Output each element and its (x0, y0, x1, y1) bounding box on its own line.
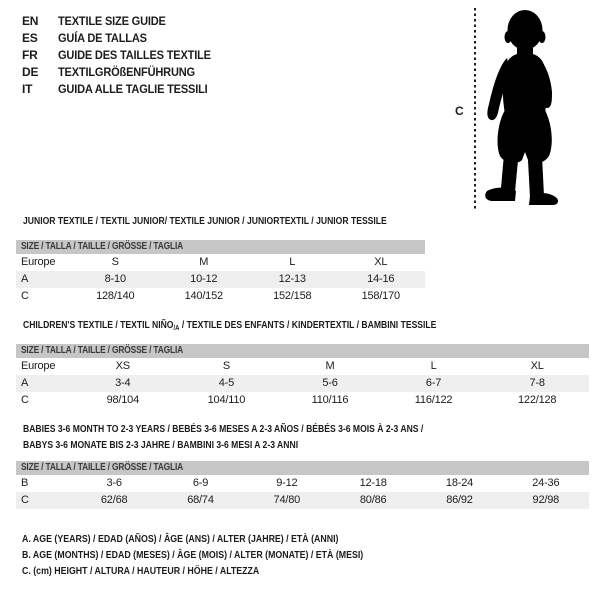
size-header-text: SIZE / TALLA / TAILLE / GRÖSSE / TAGLIA (21, 462, 184, 473)
language-label: GUIDE DES TAILLES TEXTILE (58, 48, 211, 62)
value-cell: M (199, 256, 209, 268)
row-label-cell: A (21, 273, 29, 285)
legend-line-a (22, 534, 382, 545)
value-cell: XL (530, 360, 544, 372)
babies-size-table (16, 461, 589, 509)
value-cell: 7-8 (529, 377, 545, 389)
value-cell: 68/74 (187, 494, 214, 506)
value-cell: 128/140 (96, 290, 135, 302)
section-title-babies-line2 (23, 440, 343, 451)
value-cell: XS (115, 360, 130, 372)
section-title-junior (23, 216, 446, 227)
value-cell: 140/152 (184, 290, 223, 302)
row-label-cell: C (21, 494, 29, 506)
language-label: TEXTILGRÖßENFÜHRUNG (58, 65, 195, 79)
value-cell: 80/86 (359, 494, 387, 506)
value-cell: 104/110 (207, 394, 246, 406)
row-label-cell: B (21, 477, 29, 489)
table-row (16, 492, 589, 509)
value-cell: S (111, 256, 119, 268)
value-cell: 24-36 (532, 477, 560, 489)
section-title-text: BABIES 3-6 MONTH TO 2-3 YEARS / BEBÉS 3-6 MESES A 2-3 AÑOS / BÉBÉS 3-6 MOIS À 2-3 ANS / (23, 424, 424, 435)
row-label-cell: Europe (21, 256, 56, 268)
table-row (16, 254, 425, 271)
row-label-cell: C (21, 394, 29, 406)
height-dashed-line-icon (474, 8, 476, 211)
row-label-cell: A (21, 377, 29, 389)
value-cell: 12-18 (359, 477, 387, 489)
language-header (22, 13, 224, 98)
section-title-text (23, 320, 436, 332)
size-table-header (16, 344, 589, 358)
table-row (16, 271, 425, 288)
height-label: C (455, 104, 464, 118)
value-cell: 98/104 (106, 394, 140, 406)
language-row-es (22, 30, 224, 47)
section-title-text: JUNIOR TEXTILE / TEXTIL JUNIOR/ TEXTILE JUNIOR / JUNIORTEXTIL / JUNIOR TESSILE (23, 216, 387, 227)
value-cell: 62/68 (100, 494, 128, 506)
language-code: FR (22, 48, 38, 62)
value-cell: 74/80 (273, 494, 301, 506)
language-label: GUÍA DE TALLAS (58, 31, 147, 45)
title-post: / TEXTILE DES ENFANTS / KINDERTEXTIL / BAMBINI TESSILE (179, 320, 437, 331)
value-cell: 18-24 (445, 477, 474, 489)
section-title-children (23, 320, 504, 332)
row-label-cell: C (21, 290, 29, 302)
table-row (16, 392, 589, 409)
language-code: IT (22, 82, 33, 96)
value-cell: L (289, 256, 296, 268)
children-size-table (16, 344, 589, 409)
title-subscript: /A (173, 325, 180, 332)
language-row-fr (22, 47, 224, 64)
value-cell: 3-6 (106, 477, 122, 489)
language-code: EN (22, 14, 39, 28)
value-cell: 6-7 (425, 377, 442, 389)
value-cell: L (430, 360, 437, 372)
value-cell: 116/122 (414, 394, 453, 406)
title-pre: CHILDREN'S TEXTILE / TEXTIL NIÑO (23, 320, 174, 331)
size-header-text: SIZE / TALLA / TAILLE / GRÖSSE / TAGLIA (21, 241, 184, 252)
language-row-it (22, 81, 224, 98)
table-row (16, 475, 589, 492)
value-cell: 8-10 (104, 273, 126, 285)
legend-text: A. AGE (YEARS) / EDAD (AÑOS) / ÂGE (ANS) / ALTER (JAHRE) / ETÀ (ANNI) (22, 534, 339, 545)
value-cell: M (325, 360, 335, 372)
size-table-header (16, 461, 589, 475)
value-cell: 12-13 (278, 273, 306, 285)
language-code: DE (22, 65, 39, 79)
value-cell: 92/98 (532, 494, 560, 506)
size-header-text: SIZE / TALLA / TAILLE / GRÖSSE / TAGLIA (21, 345, 184, 356)
baby-silhouette-icon (481, 8, 566, 208)
value-cell: S (222, 360, 230, 372)
language-code: ES (22, 31, 38, 45)
row-label-cell: Europe (21, 360, 56, 372)
legend-line-b (22, 550, 410, 561)
table-row (16, 288, 425, 305)
value-cell: 152/158 (273, 290, 312, 302)
junior-size-table (16, 240, 425, 305)
value-cell: 5-6 (322, 377, 338, 389)
legend-text: C. (cm) HEIGHT / ALTURA / HAUTEUR / HÖHE / ALTEZZA (22, 566, 260, 577)
legend-line-c (22, 566, 292, 577)
value-cell: 10-12 (190, 273, 218, 285)
value-cell: 9-12 (276, 477, 298, 489)
language-label: TEXTILE SIZE GUIDE (58, 14, 166, 28)
table-row (16, 375, 589, 392)
value-cell: 122/128 (517, 394, 557, 406)
legend-text: B. AGE (MONTHS) / EDAD (MESES) / ÂGE (MOIS) / ALTER (MONATE) / ETÀ (MESI) (22, 550, 364, 561)
size-table-header (16, 240, 425, 254)
language-row-en (22, 13, 224, 30)
value-cell: 14-16 (367, 273, 395, 285)
language-row-de (22, 64, 224, 81)
section-title-babies-line1 (23, 424, 488, 435)
language-label: GUIDA ALLE TAGLIE TESSILI (58, 82, 208, 96)
value-cell: 158/170 (361, 290, 400, 302)
value-cell: 4-5 (218, 377, 235, 389)
value-cell: 3-4 (115, 377, 131, 389)
value-cell: 86/92 (446, 494, 473, 506)
value-cell: 6-9 (192, 477, 209, 489)
value-cell: XL (374, 256, 388, 268)
table-row (16, 358, 589, 375)
section-title-text: BABYS 3-6 MONATE BIS 2-3 JAHRE / BAMBINI 3-6 MESI A 2-3 ANNI (23, 440, 299, 451)
value-cell: 110/116 (311, 394, 349, 406)
